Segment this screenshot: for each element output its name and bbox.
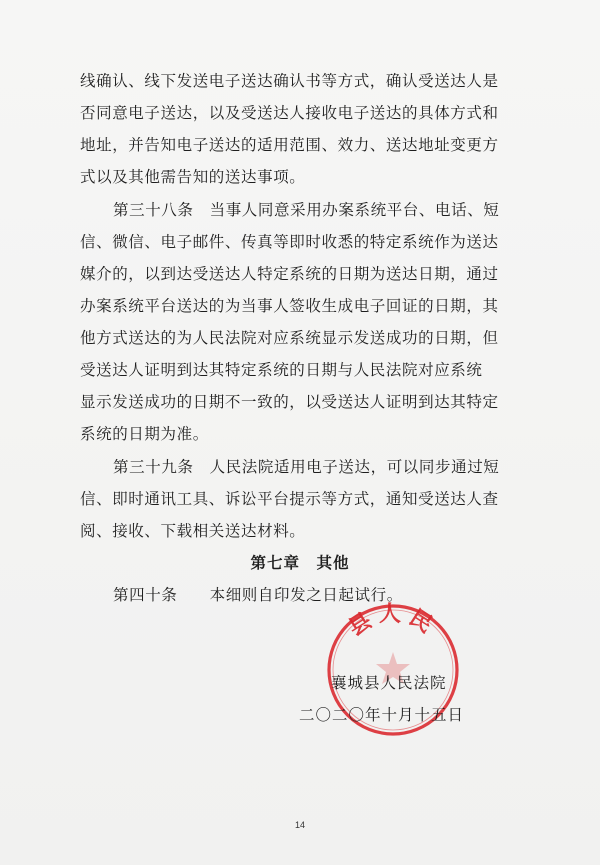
body-line-10: 受送达人证明到达其特定系统的日期与人民法院对应系统 [80, 361, 483, 379]
signature-court-name: 襄城县人民法院 [331, 674, 447, 692]
article-38-line-1: 第三十八条 当事人同意采用办案系统平台、电话、短 [113, 201, 500, 219]
article-39-line-1: 第三十九条 人民法院适用电子送达，可以同步通过短 [113, 458, 500, 476]
body-line-12: 系统的日期为准。 [80, 425, 209, 443]
body-line-1: 线确认、线下发送电子送达确认书等方式，确认受送达人是 [80, 72, 499, 90]
body-line-11: 显示发送成功的日期不一致的，以受送达人证明到达其特定 [80, 393, 499, 411]
body-line-9: 他方式送达的为人民法院对应系统显示发送成功的日期，但 [80, 329, 499, 347]
body-line-3: 地址，并告知电子送达的适用范围、效力、送达地址变更方 [80, 136, 499, 154]
body-line-8: 办案系统平台送达的为当事人签收生成电子回证的日期，其 [80, 297, 499, 315]
seal-arc-text: 县人民 [343, 601, 443, 642]
body-line-6: 信、微信、电子邮件、传真等即时收悉的特定系统作为送达 [80, 233, 499, 251]
body-line-2: 否同意电子送达，以及受送达人接收电子送达的具体方式和 [80, 104, 499, 122]
article-40: 第四十条 本细则自印发之日起试行。 [113, 586, 403, 604]
body-line-15: 阅、接收、下载相关送达材料。 [80, 522, 306, 540]
page-number: 14 [294, 820, 305, 830]
body-line-4: 式以及其他需告知的送达事项。 [80, 168, 306, 186]
chapter-heading: 第七章 其他 [250, 553, 350, 572]
body-line-7: 媒介的，以到达受送达人特定系统的日期为送达日期，通过 [80, 265, 499, 283]
signature-date: 二〇二〇年十月十五日 [299, 706, 465, 724]
body-line-14: 信、即时通讯工具、诉讼平台提示等方式，通知受送达人查 [80, 490, 499, 508]
